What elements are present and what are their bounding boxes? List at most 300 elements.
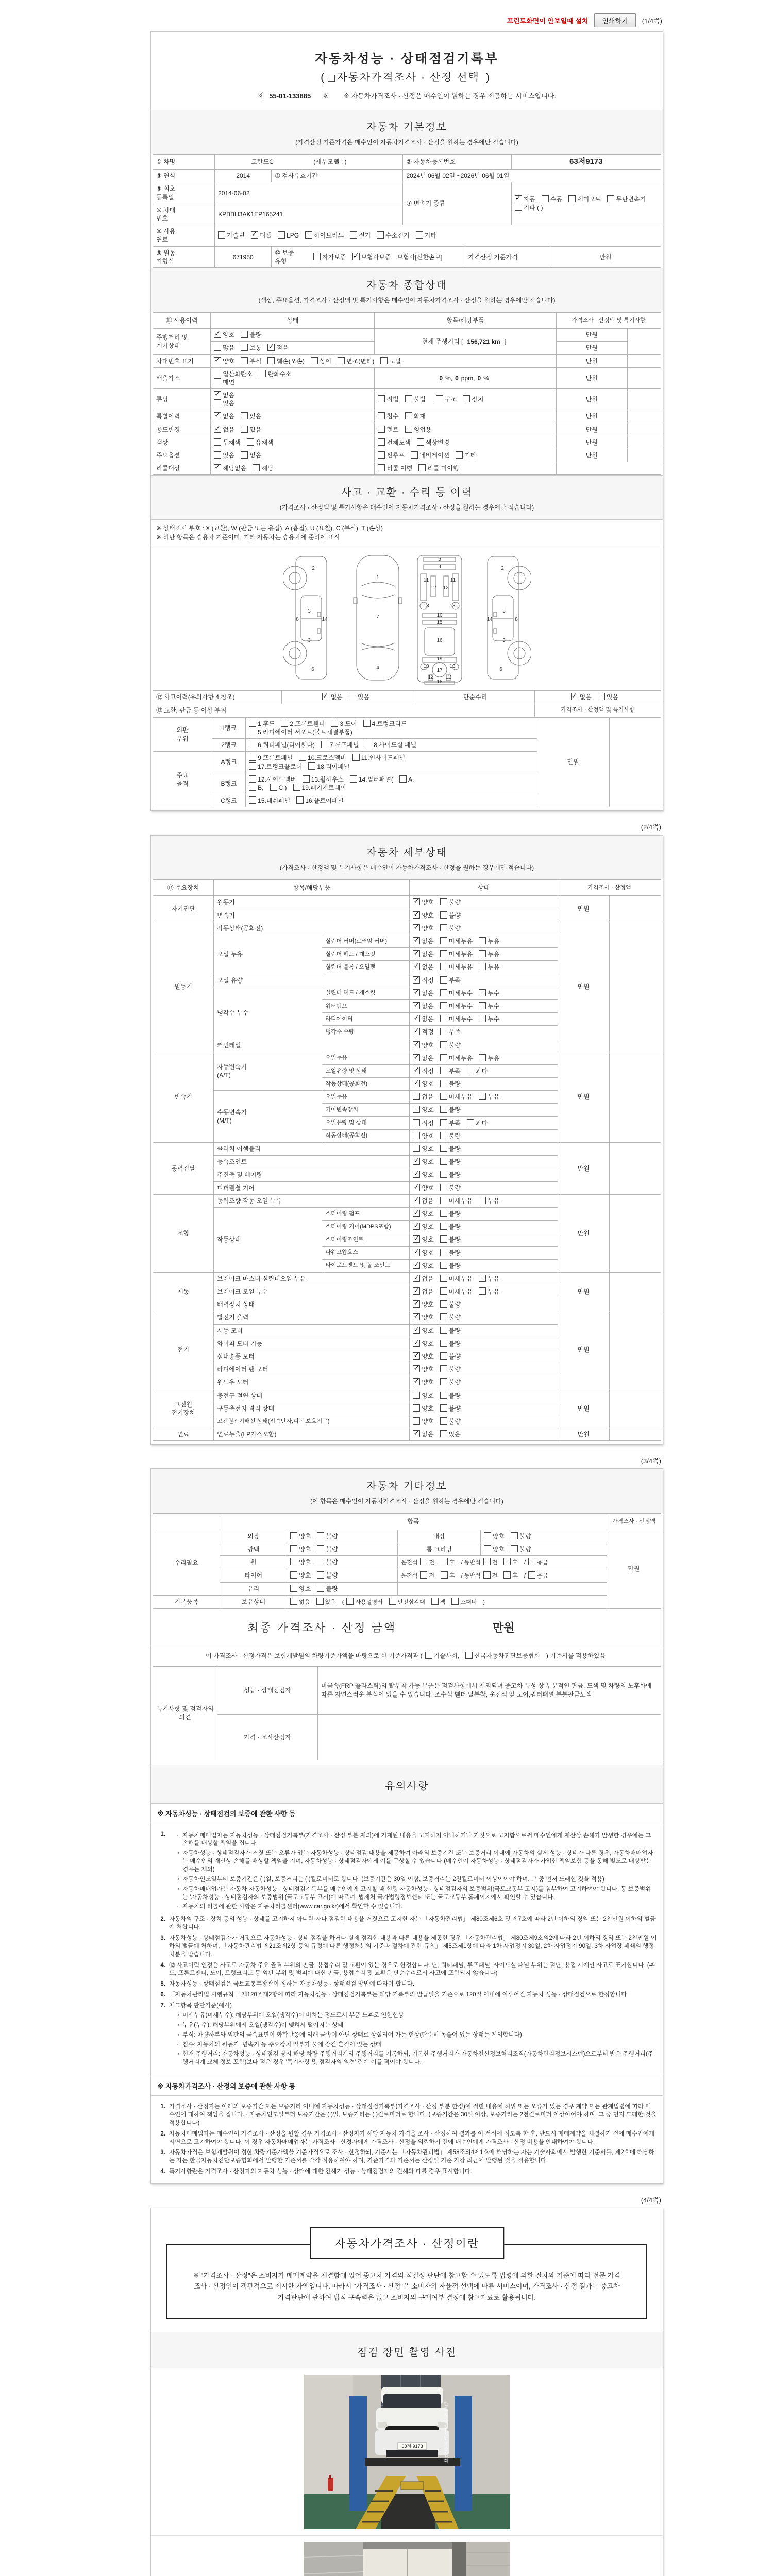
legend-basis: ※ 하단 항목은 승용차 기준이며, 기타 자동차는 승용차에 준하여 표시 — [156, 534, 340, 541]
checkbox-label: 도말 — [389, 357, 401, 365]
checkbox-unchecked[interactable] — [249, 741, 256, 748]
checkbox-unchecked[interactable] — [479, 1093, 486, 1100]
photo-rear-svg — [304, 2542, 510, 2576]
checkbox-label: 불량 — [448, 1417, 461, 1425]
checkbox-checked[interactable] — [413, 1365, 420, 1372]
checkbox-unchecked[interactable] — [241, 331, 248, 338]
cell: 등속조인트 — [214, 1156, 410, 1168]
table-row — [153, 410, 661, 423]
checkbox-unchecked[interactable] — [440, 1171, 447, 1178]
cell: (세부모델 : ) — [310, 155, 403, 170]
checkbox-label: 양호 — [422, 899, 434, 906]
checkbox-checked[interactable] — [352, 253, 360, 260]
checkbox-unchecked[interactable] — [378, 412, 385, 419]
checkbox-label: 해당없음 — [223, 465, 247, 472]
checkbox-checked[interactable] — [413, 1171, 420, 1178]
checkbox-unchecked[interactable] — [241, 426, 248, 433]
cell — [480, 1530, 607, 1543]
checkbox-unchecked[interactable] — [350, 775, 357, 783]
service-note: ※ 자동차가격조사 · 산정은 매수인이 원하는 경우 제공하는 서비스입니다. — [344, 92, 556, 100]
cell: 파워고압호스 — [322, 1246, 410, 1259]
other-info-table — [151, 1513, 663, 1608]
checkbox-unchecked[interactable] — [259, 370, 266, 377]
checkbox-unchecked[interactable] — [214, 344, 221, 351]
checkbox-unchecked[interactable] — [413, 1132, 420, 1139]
checkbox-unchecked[interactable] — [440, 1235, 447, 1243]
checkbox-checked[interactable] — [413, 1249, 420, 1256]
cell — [609, 1389, 661, 1428]
cell: 제동 — [153, 1272, 214, 1311]
panel-rank-table — [151, 717, 663, 811]
checkbox-checked[interactable] — [413, 963, 420, 970]
notice-item-number: 7. — [160, 2003, 165, 2009]
checkbox-unchecked[interactable] — [440, 1340, 447, 1347]
cell: 671950 — [215, 246, 272, 267]
checkbox-unchecked[interactable] — [467, 1067, 474, 1074]
checkbox-unchecked[interactable] — [405, 395, 412, 402]
inspection-photo-rear — [151, 2536, 663, 2576]
checkbox-label: 2.프론트휀더 — [290, 720, 325, 727]
checkbox-unchecked[interactable] — [440, 898, 447, 905]
checkbox-unchecked[interactable] — [365, 741, 372, 748]
checkbox-unchecked[interactable] — [441, 1571, 448, 1579]
checkbox-unchecked[interactable] — [346, 1598, 354, 1605]
checkbox-checked[interactable] — [413, 1002, 420, 1009]
cell — [609, 1194, 661, 1272]
checkbox-unchecked[interactable] — [413, 1145, 420, 1152]
checkbox-unchecked[interactable] — [377, 231, 384, 239]
checkbox-unchecked[interactable] — [378, 438, 385, 446]
checkbox-checked[interactable] — [413, 1235, 420, 1243]
cell: KPBBH3AK1EP165241 — [215, 204, 403, 225]
checkbox-unchecked[interactable] — [214, 399, 221, 406]
checkbox-label: 불량 — [448, 1158, 461, 1166]
checkbox-label: 불량 — [448, 1327, 461, 1334]
checkbox-unchecked[interactable] — [214, 378, 221, 385]
checkbox-unchecked[interactable] — [399, 775, 407, 783]
checkbox-checked[interactable] — [413, 976, 420, 984]
checkbox-checked[interactable] — [413, 1313, 420, 1320]
cell: 만원 — [556, 367, 627, 388]
checkbox-unchecked[interactable] — [515, 204, 522, 211]
checkbox-label: 응급 — [536, 1572, 548, 1579]
checkbox-unchecked[interactable] — [440, 1327, 447, 1334]
cell — [410, 935, 558, 948]
checkbox-unchecked[interactable] — [413, 1417, 420, 1425]
checkbox-unchecked[interactable] — [598, 693, 605, 700]
checkbox-unchecked[interactable] — [413, 1106, 420, 1113]
checkbox-unchecked[interactable] — [296, 796, 304, 804]
checkbox-unchecked[interactable] — [440, 950, 447, 957]
checkbox-unchecked[interactable] — [317, 1532, 324, 1539]
checkbox-unchecked[interactable] — [440, 963, 447, 970]
checkbox-checked[interactable] — [413, 937, 420, 944]
checkbox-unchecked[interactable] — [270, 784, 277, 791]
checkbox-unchecked[interactable] — [278, 231, 285, 239]
notice-item — [157, 2149, 657, 2165]
checkbox-unchecked[interactable] — [317, 1571, 324, 1579]
checkbox-unchecked[interactable] — [440, 1392, 447, 1399]
checkbox-label: 양호 — [299, 1585, 311, 1592]
cell: 고전원전기배선 상태(접속단자,피복,보호기구) — [214, 1415, 410, 1428]
checkbox-unchecked[interactable] — [249, 762, 256, 770]
checkbox-checked[interactable] — [413, 924, 420, 931]
checkbox-unchecked[interactable] — [313, 253, 321, 260]
checkbox-unchecked[interactable] — [290, 1532, 297, 1539]
checkbox-unchecked[interactable] — [241, 412, 248, 419]
cell — [410, 909, 558, 922]
checkbox-unchecked[interactable] — [431, 1598, 439, 1605]
checkbox-unchecked[interactable] — [440, 1041, 447, 1048]
checkbox-unchecked[interactable] — [241, 357, 248, 364]
checkbox-checked[interactable] — [413, 1067, 420, 1074]
checkbox-unchecked[interactable] — [511, 1545, 518, 1552]
checkbox-checked[interactable] — [214, 426, 221, 433]
checkbox-unchecked[interactable] — [305, 231, 312, 239]
section-title-other: 자동차 기타정보 — [366, 1481, 447, 1493]
checkbox-unchecked[interactable] — [249, 784, 256, 791]
checkbox-label: 기타 ( ) — [523, 204, 543, 212]
checkbox-unchecked[interactable] — [440, 1184, 447, 1191]
checkbox-unchecked[interactable] — [484, 1532, 491, 1539]
checkbox-unchecked[interactable] — [511, 1532, 518, 1539]
cell — [410, 1415, 558, 1428]
checkbox-unchecked[interactable] — [420, 1558, 427, 1565]
checkbox-checked[interactable] — [413, 1352, 420, 1360]
checkbox-checked[interactable] — [413, 898, 420, 905]
grid-table — [153, 717, 661, 808]
checkbox-unchecked[interactable] — [479, 963, 486, 970]
checkbox-checked[interactable] — [413, 911, 420, 919]
checkbox-unchecked[interactable] — [299, 754, 306, 761]
checkbox-unchecked[interactable] — [503, 1558, 511, 1565]
checkbox-unchecked[interactable] — [321, 741, 328, 748]
cell: 전기 — [153, 1311, 214, 1389]
checkbox-unchecked[interactable] — [405, 426, 412, 433]
checkbox-unchecked[interactable] — [440, 1300, 447, 1308]
checkbox-unchecked[interactable] — [440, 1287, 447, 1295]
checkbox-unchecked[interactable] — [436, 395, 443, 402]
checkbox-checked[interactable] — [413, 1080, 420, 1087]
checkbox-unchecked[interactable] — [317, 1545, 324, 1552]
checkbox-unchecked[interactable] — [440, 976, 447, 984]
checkbox-unchecked[interactable] — [214, 451, 221, 459]
checkbox-checked[interactable] — [214, 464, 221, 471]
checkbox-unchecked[interactable] — [440, 1119, 447, 1126]
checkbox-unchecked[interactable] — [440, 1223, 447, 1230]
checkbox-unchecked[interactable] — [451, 1598, 459, 1605]
cell — [398, 1582, 607, 1595]
checkbox-unchecked[interactable] — [249, 796, 256, 804]
checkbox-unchecked[interactable] — [241, 451, 248, 459]
checkbox-unchecked[interactable] — [249, 720, 256, 727]
checkbox-label: 없음 — [422, 1002, 434, 1010]
cell: 만원 — [537, 717, 609, 807]
checkbox-unchecked[interactable] — [290, 1545, 297, 1552]
document-subtitle — [151, 69, 663, 84]
checkbox-checked[interactable] — [214, 357, 221, 364]
checkbox-checked[interactable] — [413, 950, 420, 957]
checkbox-checked[interactable] — [413, 1028, 420, 1035]
cell: 룸 크리닝 — [398, 1543, 480, 1555]
cell: 주요옵션 — [153, 449, 211, 462]
checkbox-unchecked[interactable] — [317, 1585, 324, 1592]
checkbox-unchecked[interactable] — [483, 1558, 491, 1565]
checkbox-unchecked[interactable] — [218, 231, 225, 239]
checkbox-unchecked[interactable] — [503, 1571, 511, 1579]
checkbox-label: 없음 — [422, 1015, 434, 1023]
checkbox-checked[interactable] — [251, 231, 258, 239]
checkbox-checked[interactable] — [413, 1430, 420, 1437]
panel-number-14: 14 — [321, 617, 328, 623]
checkbox-unchecked[interactable] — [378, 451, 385, 459]
checkbox-unchecked[interactable] — [363, 720, 371, 727]
checkbox-unchecked[interactable] — [378, 395, 385, 402]
header-cell — [153, 1514, 220, 1530]
checkbox-label: LPG — [287, 232, 299, 240]
checkbox-unchecked[interactable] — [568, 195, 576, 202]
checkbox-unchecked[interactable] — [607, 195, 614, 202]
notice-bullet: ◦ 침수: 자동차의 원동기, 변속기 등 주요장치 일부가 물에 잠긴 흔적이 있는 상태 — [177, 2041, 657, 2049]
checkbox-label: 리콜 이행 — [386, 465, 413, 472]
checkbox-unchecked[interactable] — [484, 1545, 491, 1552]
checkbox-checked[interactable] — [571, 693, 578, 700]
checkbox-unchecked[interactable] — [479, 989, 486, 996]
checkbox-unchecked[interactable] — [483, 1571, 491, 1579]
checkbox-label: 적정 — [422, 1028, 434, 1036]
text: 0 — [477, 374, 481, 382]
checkbox-checked[interactable] — [267, 344, 275, 351]
checkbox-checked[interactable] — [413, 1184, 420, 1191]
opinions-appraiser-label: 가격 · 조사산정자 — [217, 1714, 318, 1760]
checkbox-unchecked[interactable] — [440, 1313, 447, 1320]
checkbox-label: 양호 — [299, 1545, 311, 1553]
checkbox-label: 보통 — [249, 344, 262, 352]
checkbox-unchecked[interactable] — [328, 75, 335, 82]
checkbox-checked[interactable] — [413, 1054, 420, 1061]
checkbox-label: 6.쿼터패널(리어휀다) — [258, 741, 315, 749]
checkbox-unchecked[interactable] — [440, 1028, 447, 1035]
cell — [211, 329, 375, 342]
checkbox-unchecked[interactable] — [479, 1287, 486, 1295]
checkbox-unchecked[interactable] — [440, 937, 447, 944]
checkbox-checked[interactable] — [413, 1378, 420, 1385]
checkbox-unchecked[interactable] — [308, 762, 315, 770]
checkbox-unchecked[interactable] — [542, 195, 549, 202]
checkbox-unchecked[interactable] — [378, 426, 385, 433]
checkbox-checked[interactable] — [214, 331, 221, 338]
checkbox-label: 구조 — [445, 396, 457, 403]
checkbox-label: 양호 — [422, 1223, 434, 1231]
checkbox-unchecked[interactable] — [417, 438, 424, 446]
cell: 라디에이터 팬 모터 — [214, 1363, 410, 1376]
checkbox-unchecked[interactable] — [440, 1275, 447, 1282]
checkbox-checked[interactable] — [413, 1210, 420, 1217]
checkbox-checked[interactable] — [413, 1327, 420, 1334]
cell: 광택 — [220, 1543, 287, 1555]
cell — [410, 1207, 558, 1220]
checkbox-checked[interactable] — [413, 1287, 420, 1295]
checkbox-unchecked[interactable] — [380, 357, 388, 364]
checkbox-unchecked[interactable] — [440, 1080, 447, 1087]
checkbox-label: 불량 — [448, 1236, 461, 1244]
checkbox-unchecked[interactable] — [418, 464, 426, 471]
checkbox-unchecked[interactable] — [440, 1054, 447, 1061]
checkbox-unchecked[interactable] — [413, 1392, 420, 1399]
checkbox-label: 변조(변타) — [346, 357, 375, 365]
checkbox-unchecked[interactable] — [413, 1119, 420, 1126]
checkbox-unchecked[interactable] — [249, 728, 256, 735]
panel-number-13: 13 — [423, 664, 429, 670]
checkbox-unchecked[interactable] — [479, 1275, 486, 1282]
section-title-accident: 사고 · 교환 · 수리 등 이력 — [341, 487, 473, 499]
checkbox-unchecked[interactable] — [440, 1365, 447, 1372]
checkbox-unchecked[interactable] — [440, 1002, 447, 1009]
checkbox-unchecked[interactable] — [378, 464, 385, 471]
checkbox-unchecked[interactable] — [290, 1585, 297, 1592]
cell — [375, 410, 556, 423]
checkbox-unchecked[interactable] — [440, 1262, 447, 1269]
checkbox-unchecked[interactable] — [389, 1598, 396, 1605]
checkbox-unchecked[interactable] — [440, 1106, 447, 1113]
checkbox-label: 화재 — [413, 413, 426, 420]
checkbox-unchecked[interactable] — [440, 924, 447, 931]
checkbox-label: 있음 — [448, 1431, 461, 1438]
checkbox-checked[interactable] — [413, 1223, 420, 1230]
checkbox-unchecked[interactable] — [290, 1558, 297, 1565]
checkbox-unchecked[interactable] — [352, 754, 360, 761]
checkbox-checked[interactable] — [413, 1340, 420, 1347]
checkbox-label: 양호 — [492, 1545, 505, 1553]
text: ) — [483, 1599, 485, 1605]
checkbox-checked[interactable] — [214, 412, 221, 419]
table-row — [153, 1514, 661, 1530]
checkbox-unchecked[interactable] — [338, 357, 345, 364]
checkbox-unchecked[interactable] — [253, 464, 260, 471]
checkbox-checked[interactable] — [413, 1015, 420, 1022]
checkbox-unchecked[interactable] — [293, 784, 300, 791]
checkbox-unchecked[interactable] — [247, 438, 254, 446]
checkbox-unchecked[interactable] — [479, 1197, 486, 1204]
checkbox-unchecked[interactable] — [440, 1093, 447, 1100]
checkbox-unchecked[interactable] — [440, 1210, 447, 1217]
checkbox-unchecked[interactable] — [440, 1197, 447, 1204]
checkbox-unchecked[interactable] — [440, 1015, 447, 1022]
checkbox-unchecked[interactable] — [290, 1571, 297, 1579]
checkbox-checked[interactable] — [413, 1275, 420, 1282]
checkbox-unchecked[interactable] — [349, 693, 356, 700]
checkbox-unchecked[interactable] — [420, 1571, 427, 1579]
checkbox-unchecked[interactable] — [440, 1352, 447, 1360]
checkbox-unchecked[interactable] — [440, 1249, 447, 1256]
checkbox-unchecked[interactable] — [479, 1054, 486, 1061]
checkbox-checked[interactable] — [214, 391, 221, 398]
checkbox-unchecked[interactable] — [479, 937, 486, 944]
checkbox-unchecked[interactable] — [311, 357, 318, 364]
checkbox-label: 양호 — [223, 331, 235, 339]
checkbox-checked[interactable] — [413, 1300, 420, 1308]
checkbox-checked[interactable] — [413, 1262, 420, 1269]
text: 보험사[신한손보] — [397, 253, 443, 261]
checkbox-unchecked[interactable] — [214, 370, 221, 377]
cell — [211, 449, 375, 462]
checkbox-unchecked[interactable] — [440, 1430, 447, 1437]
checkbox-unchecked[interactable] — [316, 1598, 324, 1605]
cell — [211, 342, 375, 354]
cell: 특별이력 — [153, 410, 211, 423]
checkbox-unchecked[interactable] — [416, 231, 423, 239]
cell — [410, 1104, 558, 1116]
checkbox-unchecked[interactable] — [290, 1598, 297, 1605]
checkbox-unchecked[interactable] — [405, 412, 412, 419]
cell: 단순수리 — [416, 691, 534, 704]
checkbox-unchecked[interactable] — [267, 357, 275, 364]
checkbox-unchecked[interactable] — [317, 1558, 324, 1565]
checkbox-unchecked[interactable] — [528, 1558, 535, 1565]
cell: 수리필요 — [153, 1530, 220, 1595]
checkbox-unchecked[interactable] — [241, 344, 248, 351]
checkbox-checked[interactable] — [515, 195, 522, 202]
checkbox-unchecked[interactable] — [331, 720, 338, 727]
checkbox-checked[interactable] — [413, 989, 420, 996]
checkbox-unchecked[interactable] — [440, 1404, 447, 1412]
checkbox-unchecked[interactable] — [467, 1119, 474, 1126]
checkbox-checked[interactable] — [322, 693, 329, 700]
print-button[interactable]: 인쇄하기 — [594, 13, 635, 27]
checkbox-unchecked[interactable] — [479, 1015, 486, 1022]
checkbox-label: 기타 — [464, 452, 477, 459]
checkbox-unchecked[interactable] — [440, 1158, 447, 1165]
cell — [410, 1091, 558, 1104]
checkbox-unchecked[interactable] — [440, 1417, 447, 1425]
cell: 와이퍼 모터 기능 — [214, 1337, 410, 1350]
cell: 63저9173 — [511, 155, 661, 170]
checkbox-unchecked[interactable] — [249, 775, 256, 783]
checkbox-unchecked[interactable] — [425, 1652, 432, 1659]
checkbox-unchecked[interactable] — [440, 911, 447, 919]
checkbox-unchecked[interactable] — [463, 395, 470, 402]
checkbox-unchecked[interactable] — [528, 1571, 535, 1579]
checkbox-unchecked[interactable] — [440, 1145, 447, 1152]
checkbox-unchecked[interactable] — [281, 720, 288, 727]
checkbox-unchecked[interactable] — [411, 451, 418, 459]
checkbox-unchecked[interactable] — [440, 1132, 447, 1139]
checkbox-unchecked[interactable] — [413, 1404, 420, 1412]
checkbox-unchecked[interactable] — [249, 754, 256, 761]
checkbox-unchecked[interactable] — [479, 1002, 486, 1009]
checkbox-unchecked[interactable] — [440, 1067, 447, 1074]
checkbox-unchecked[interactable] — [465, 1652, 473, 1659]
sheet-page-3 — [150, 1468, 663, 2184]
cell — [410, 1259, 558, 1272]
checkbox-unchecked[interactable] — [303, 775, 310, 783]
checkbox-unchecked[interactable] — [413, 1093, 420, 1100]
checkbox-unchecked[interactable] — [350, 231, 357, 239]
checkbox-checked[interactable] — [413, 1041, 420, 1048]
print-install-note[interactable]: 프린트화면이 안보일때 설치 — [507, 17, 589, 25]
checkbox-checked[interactable] — [413, 1197, 420, 1204]
checkbox-unchecked[interactable] — [456, 451, 463, 459]
checkbox-unchecked[interactable] — [440, 1378, 447, 1385]
cell: 가격산정 기준가격 — [465, 246, 550, 267]
checkbox-label: 14.필러패널( — [358, 775, 393, 783]
checkbox-unchecked[interactable] — [440, 989, 447, 996]
checkbox-checked[interactable] — [413, 1158, 420, 1165]
notice-bullet: ◦ 자동차성능 · 상태점검자가 거짓 또는 오류가 있는 자동차성능 · 상태점검 내용을 제공하여 아래의 보증기간 또는 보증거리 이내에 자동차의 실제 성능 · 상태가 다른 경우, 자동차매매업자는 매수인의 재산상 손해를 배상할 책임을 지며, 자동차성능 · 상태점검자에게 이를 구상할 수 있습니다.(매수인이 자동차성능 · 상태점검자가 가입한 책임보험 등을 통해 별도로 배상받는 경우는 제외) — [177, 1850, 657, 1874]
checkbox-unchecked[interactable] — [441, 1558, 448, 1565]
checkbox-unchecked[interactable] — [214, 438, 221, 446]
checkbox-unchecked[interactable] — [479, 950, 486, 957]
